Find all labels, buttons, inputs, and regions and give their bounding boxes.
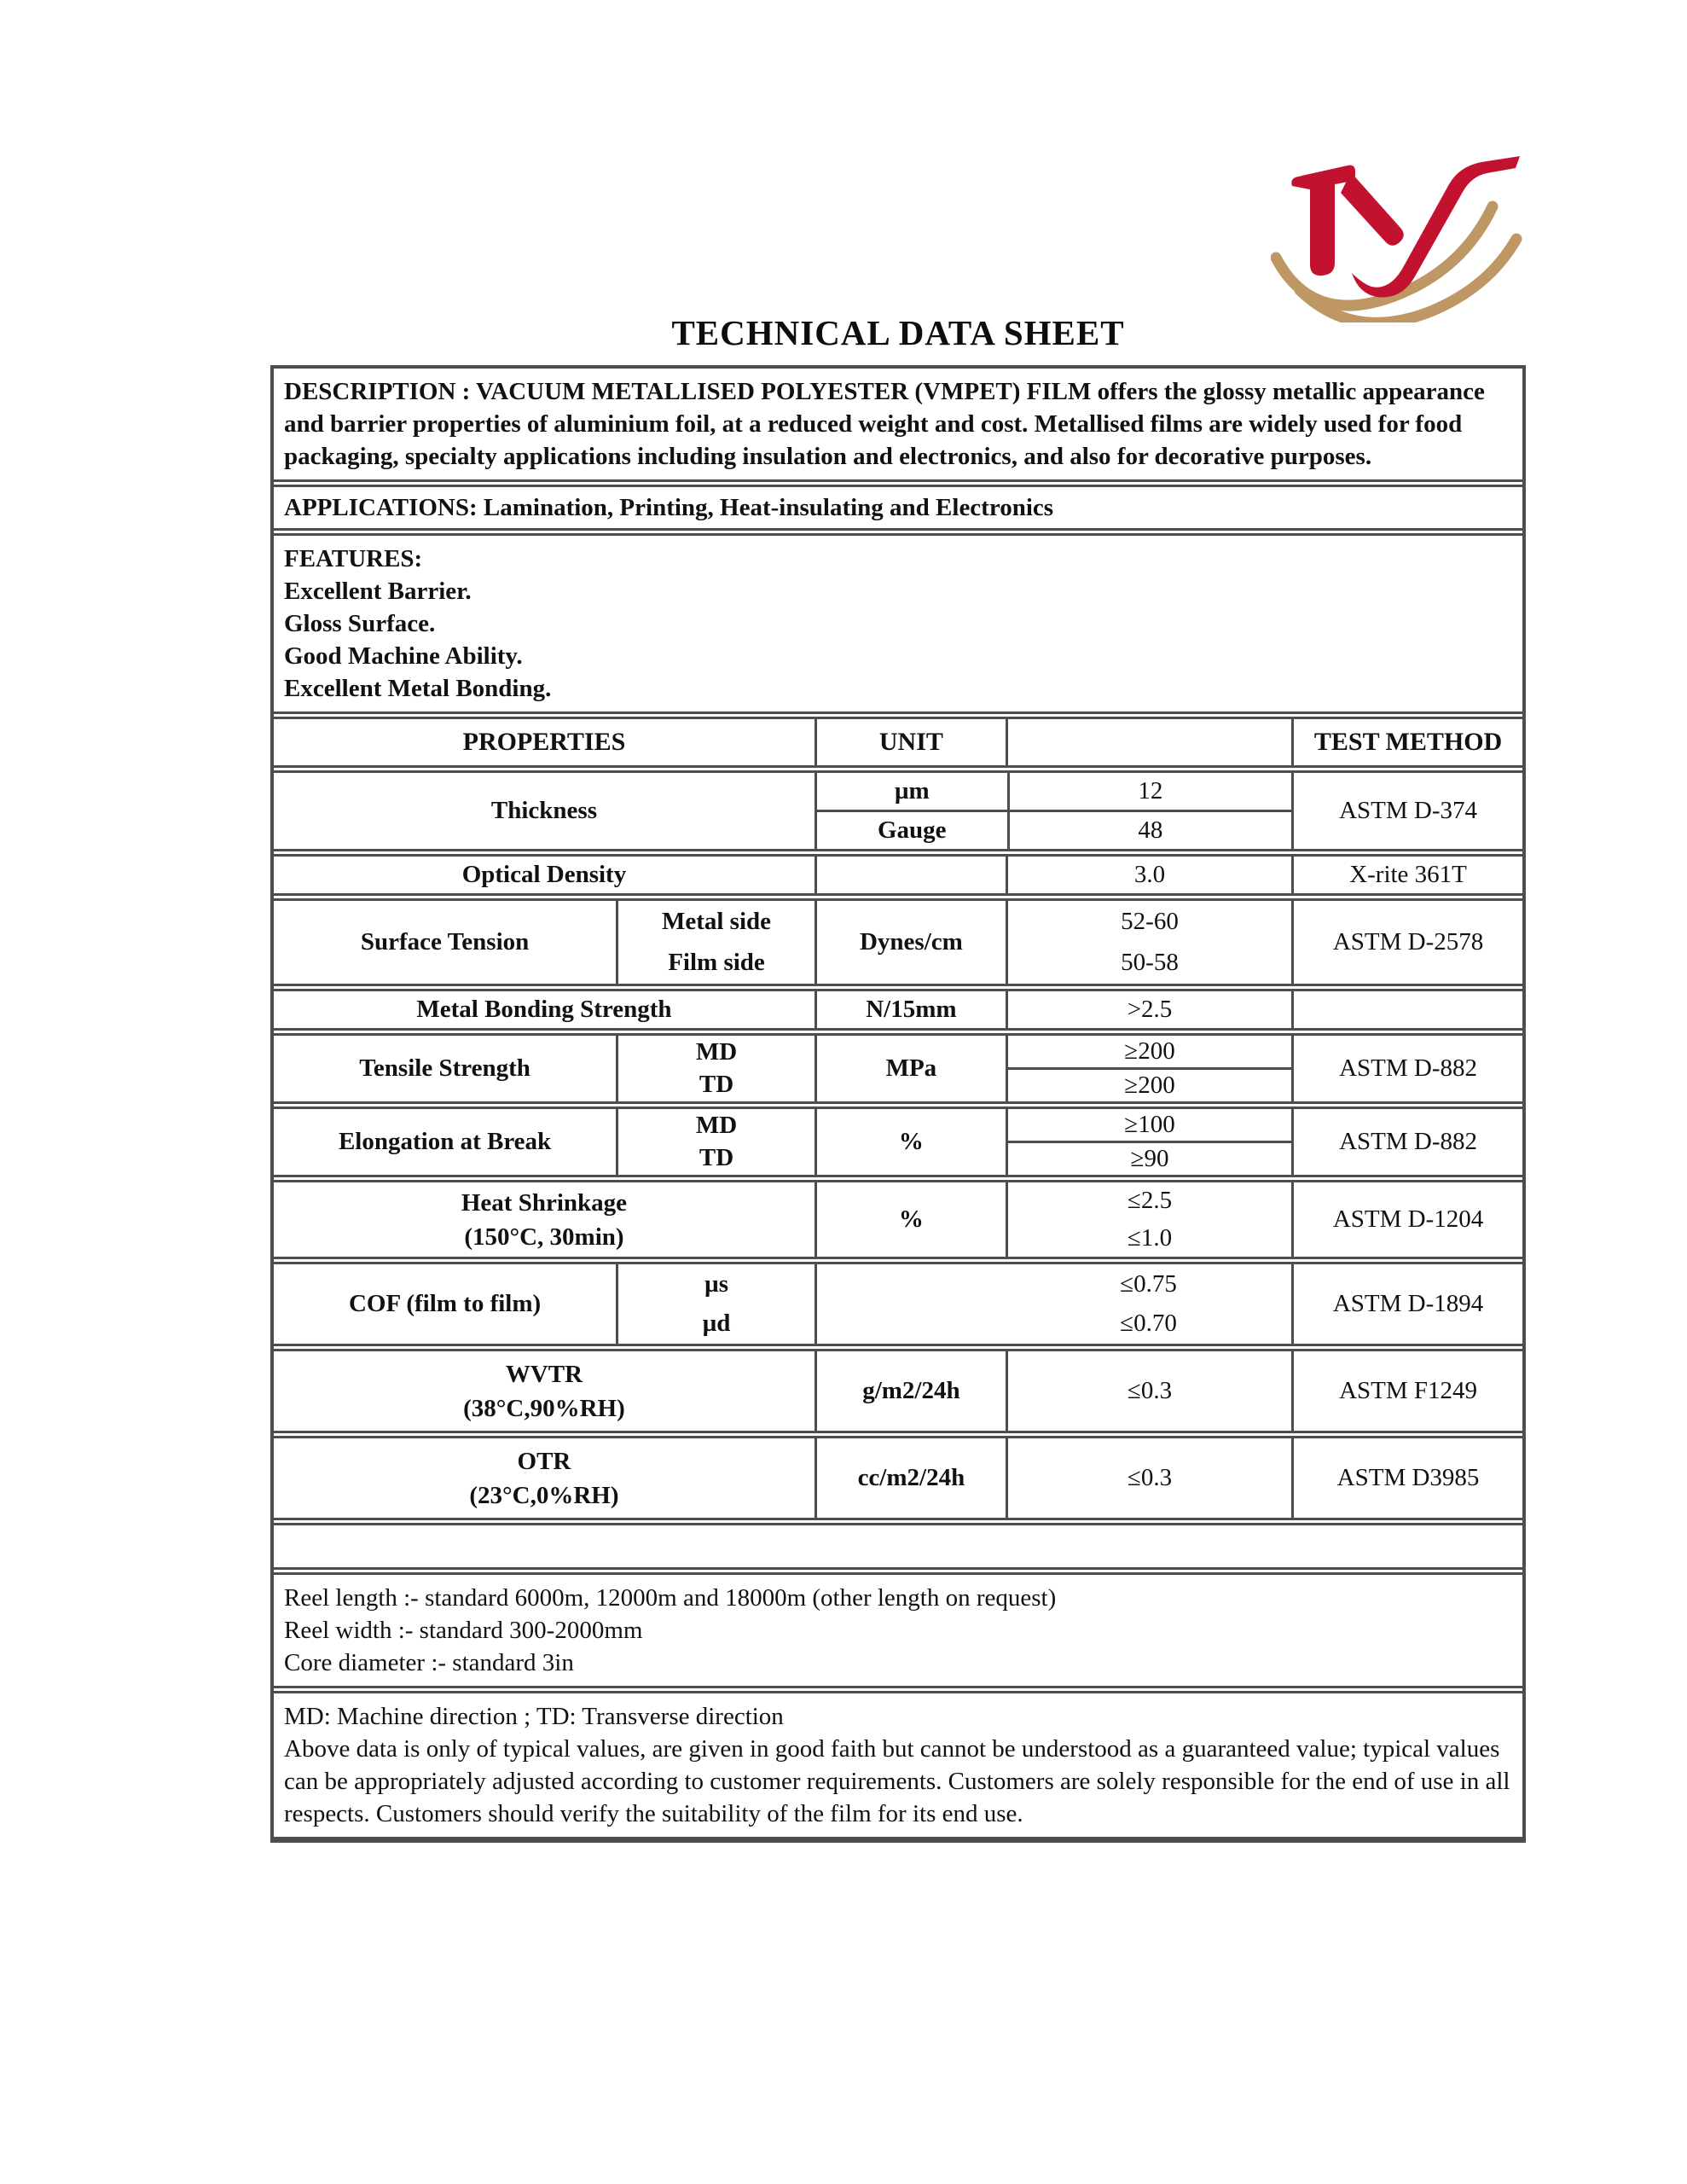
side-cell: [616, 1109, 815, 1175]
side-label: Metal side: [661, 907, 772, 935]
table-row-optical-density: [274, 849, 1522, 893]
value-cell: ≤0.3: [1006, 1351, 1291, 1431]
disclaimer-text: Above data is only of typical values, are given in good faith but cannot be understood as a guaranteed value; typical values can be appropriately adjusted according to customer requirements. Customers are solely responsible for the end of use in all respects. Customers should verify the suitability of the film for its end use.: [284, 1735, 1510, 1827]
table-row-heat-shrinkage: [274, 1175, 1522, 1257]
value-line: ≤1.0: [1127, 1223, 1173, 1252]
table-row-wvtr: [274, 1344, 1522, 1431]
header-value: [1006, 719, 1291, 765]
features-heading: FEATURES:: [284, 545, 423, 572]
value-cell: 3.0: [1006, 857, 1291, 893]
table-row-empty: [274, 1518, 1522, 1567]
table-row-cof: [274, 1257, 1522, 1344]
side-label: TD: [699, 1144, 734, 1172]
value-line: 50-58: [1121, 949, 1179, 977]
side-label: MD: [695, 1111, 738, 1139]
value-cell: [1006, 1109, 1291, 1175]
test-method-cell: ASTM D-1894: [1291, 1264, 1522, 1344]
side-cell: [616, 1036, 815, 1101]
test-method-cell: ASTM D-882: [1291, 1036, 1522, 1101]
test-method-cell: ASTM F1249: [1291, 1351, 1522, 1431]
test-method-cell: ASTM D-882: [1291, 1109, 1522, 1175]
thickness-subrow: [817, 810, 1291, 849]
table-header-row: [274, 719, 1522, 765]
property-line: (150°C, 30min): [464, 1223, 624, 1251]
unit-cell: [815, 857, 1006, 893]
logo-svg: [1271, 111, 1528, 322]
property-line: Heat Shrinkage: [461, 1188, 628, 1217]
side-label: µd: [702, 1310, 731, 1338]
side-cell: [616, 1264, 815, 1344]
md-td-note: MD: Machine direction ; TD: Transverse direction: [284, 1703, 784, 1730]
side-label: Film side: [668, 949, 765, 977]
feature-item: Gloss Surface.: [284, 610, 436, 637]
description-section: [274, 369, 1522, 479]
company-logo-icon: [1271, 111, 1528, 322]
logo-diagonal: [1341, 172, 1404, 246]
table-row-thickness: [274, 765, 1522, 849]
table-row-elongation: [274, 1101, 1522, 1175]
test-method-cell: ASTM D3985: [1291, 1438, 1522, 1518]
property-cell: Metal Bonding Strength: [416, 996, 672, 1023]
features-section: [274, 528, 1522, 712]
thickness-subrow: [817, 773, 1291, 810]
header-unit: UNIT: [815, 719, 1006, 765]
value-line: ≤0.75: [1120, 1269, 1177, 1298]
test-method-cell: ASTM D-1204: [1291, 1182, 1522, 1257]
side-label: MD: [695, 1037, 738, 1066]
properties-table: [274, 712, 1522, 1567]
value-line: 52-60: [1121, 907, 1179, 935]
side-cell: [616, 901, 815, 984]
property-line: WVTR: [505, 1360, 583, 1388]
property-line: OTR: [517, 1447, 571, 1475]
unit-cell: cc/m2/24h: [815, 1438, 1006, 1518]
value-line: ≥200: [1124, 1037, 1175, 1065]
property-cell: COF (film to film): [348, 1290, 542, 1317]
property-cell: [274, 1182, 815, 1257]
applications-section: [274, 479, 1522, 528]
value-line: ≥100: [1124, 1111, 1175, 1138]
description-text: DESCRIPTION : VACUUM METALLISED POLYESTER (VMPET) FILM offers the glossy metallic appearance and barrier properties of aluminium foil, at a reduced weight and cost. Metallised films are widely used for food packaging, specialty applications including insulation and electronics, and also for decorative purposes.: [284, 378, 1485, 470]
table-row-otr: [274, 1431, 1522, 1518]
unit-cell: Gauge: [878, 816, 947, 844]
test-method-cell: ASTM D-2578: [1291, 901, 1522, 984]
reel-length: Reel length :- standard 6000m, 12000m and 18000m (other length on request): [284, 1584, 1057, 1612]
value-line: ≤2.5: [1127, 1187, 1173, 1215]
value-cell: >2.5: [1006, 991, 1291, 1028]
property-cell: [274, 1351, 815, 1431]
property-line: (38°C,90%RH): [463, 1394, 625, 1422]
value-cell: [1006, 1182, 1291, 1257]
property-cell: Elongation at Break: [338, 1128, 552, 1155]
unit-cell: µm: [894, 777, 930, 804]
value-line: ≥90: [1008, 1141, 1291, 1175]
unit-cell: Dynes/cm: [815, 901, 1006, 984]
table-row-tensile-strength: [274, 1028, 1522, 1101]
value-cell: 48: [1007, 812, 1291, 849]
test-method-cell: X-rite 361T: [1291, 857, 1522, 893]
unit-cell: %: [815, 1182, 1006, 1257]
feature-item: Excellent Barrier.: [284, 578, 472, 605]
side-label: µs: [704, 1269, 728, 1298]
value-cell: ≤0.3: [1006, 1438, 1291, 1518]
value-line: ≥200: [1008, 1067, 1291, 1101]
unit-cell: [815, 1264, 1006, 1344]
table-row-surface-tension: [274, 893, 1522, 984]
property-cell: [274, 1438, 815, 1518]
feature-item: Excellent Metal Bonding.: [284, 675, 552, 702]
unit-cell: N/15mm: [815, 991, 1006, 1028]
test-method-cell: ASTM D-374: [1291, 773, 1522, 849]
page-title: TECHNICAL DATA SHEET: [671, 313, 1125, 352]
unit-cell: g/m2/24h: [815, 1351, 1006, 1431]
logo-bar: [1291, 166, 1355, 276]
unit-cell: %: [815, 1109, 1006, 1175]
value-cell: [1006, 1264, 1291, 1344]
value-cell: [1006, 901, 1291, 984]
property-cell: Optical Density: [461, 861, 627, 888]
header-properties: PROPERTIES: [462, 728, 626, 756]
notes-section: [274, 1686, 1522, 1837]
property-cell: Tensile Strength: [359, 1054, 530, 1082]
feature-item: Good Machine Ability.: [284, 642, 523, 670]
test-method-cell: [1291, 991, 1522, 1028]
core-diameter: Core diameter :- standard 3in: [284, 1649, 574, 1676]
thickness-subgrid: [815, 773, 1291, 849]
reel-info-section: [274, 1567, 1522, 1686]
document-frame: [270, 365, 1526, 1843]
value-cell: 12: [1007, 773, 1291, 810]
value-line: ≤0.70: [1120, 1310, 1177, 1338]
reel-width: Reel width :- standard 300-2000mm: [284, 1617, 643, 1644]
table-row-metal-bonding: [274, 984, 1522, 1028]
property-line: (23°C,0%RH): [469, 1481, 619, 1509]
unit-cell: MPa: [815, 1036, 1006, 1101]
property-cell: Surface Tension: [360, 928, 530, 956]
side-label: TD: [699, 1071, 734, 1099]
value-cell: [1006, 1036, 1291, 1101]
property-cell: Thickness: [490, 797, 597, 824]
header-test-method: TEST METHOD: [1291, 719, 1522, 765]
applications-text: APPLICATIONS: Lamination, Printing, Heat-insulating and Electronics: [284, 494, 1054, 521]
